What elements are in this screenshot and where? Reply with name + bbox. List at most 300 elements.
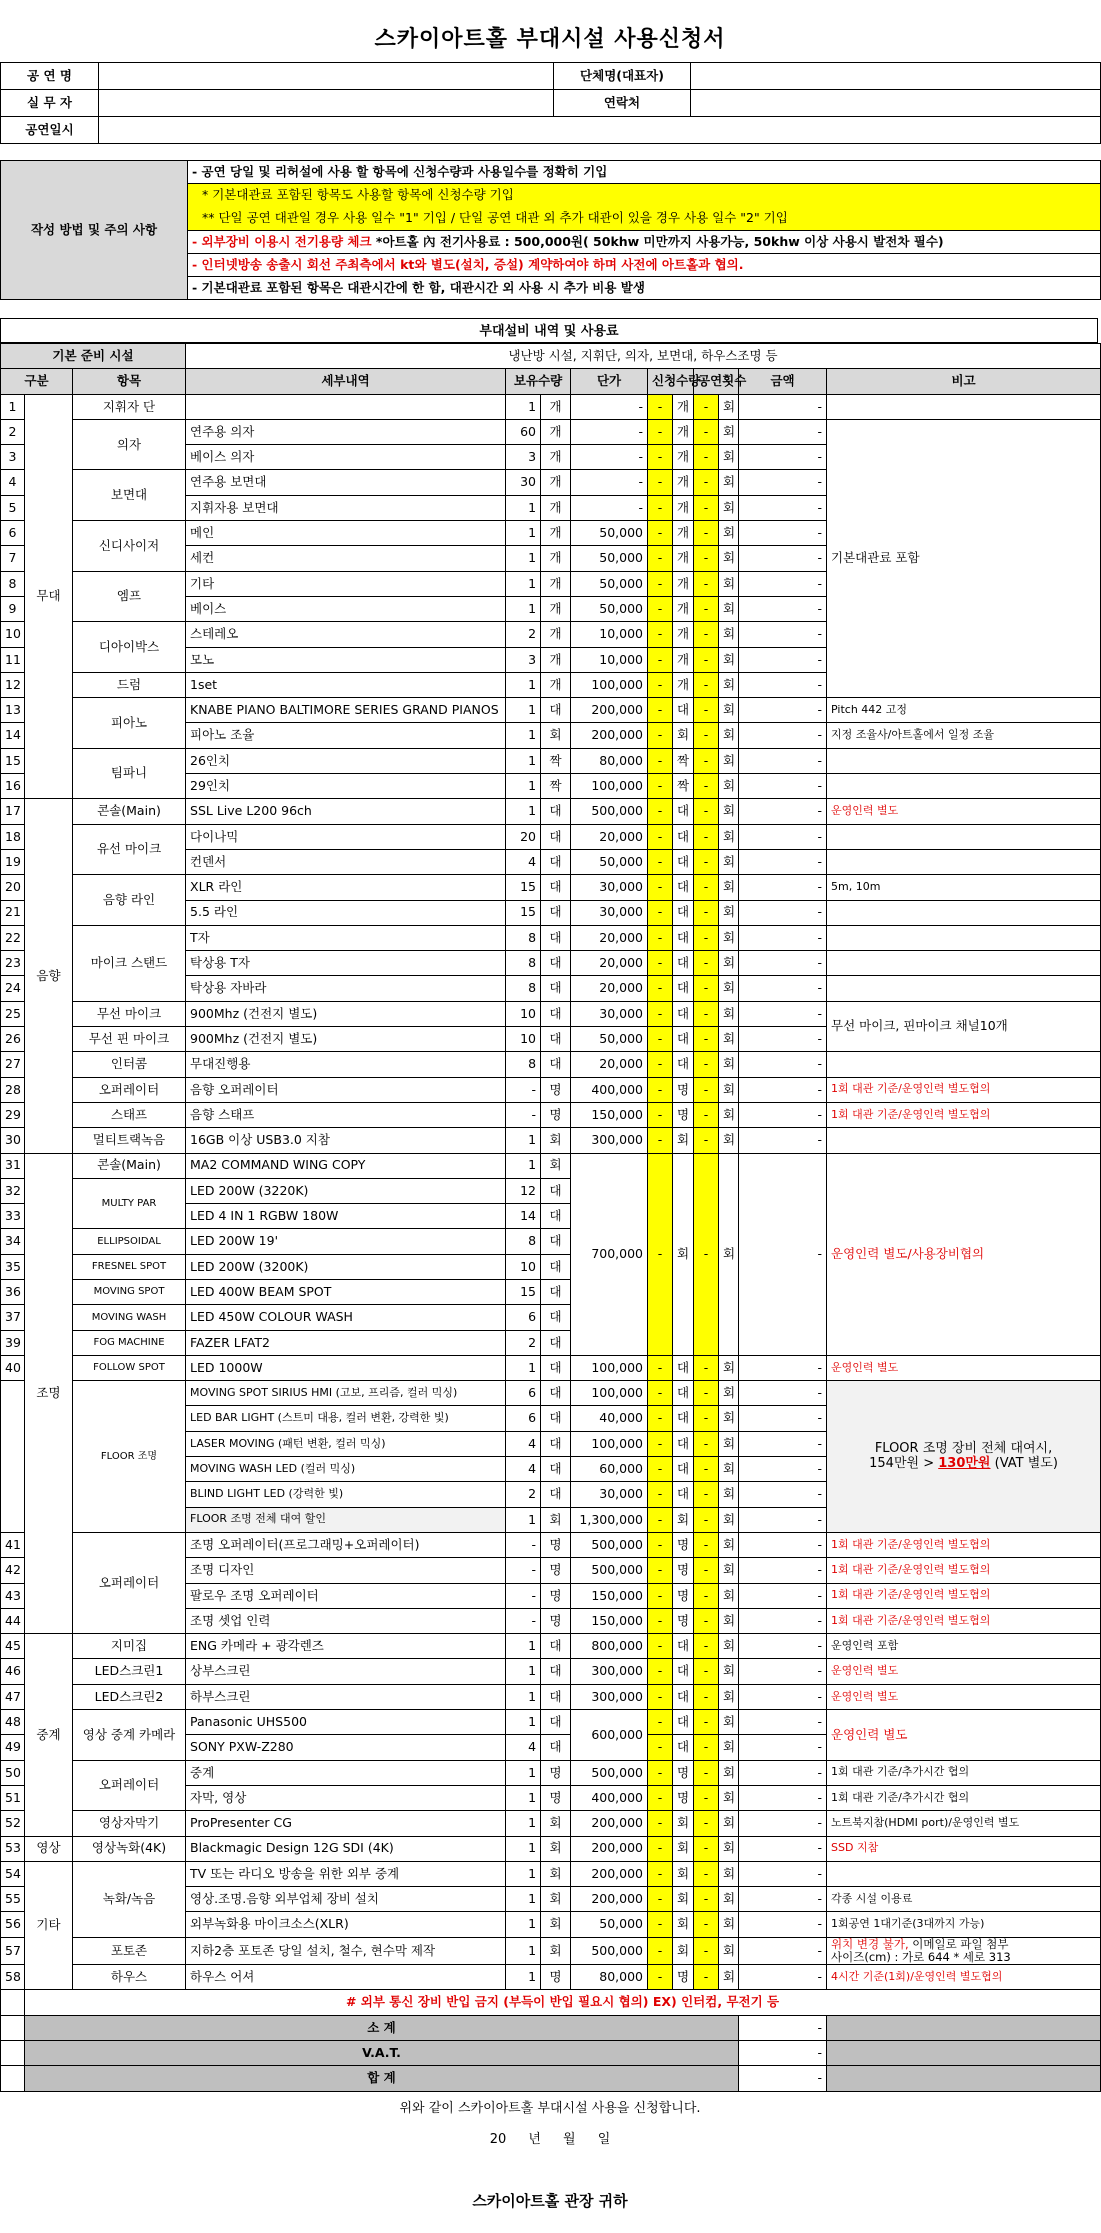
req-qty-input[interactable]: -	[648, 1760, 673, 1785]
req-qty-input[interactable]: -	[648, 1811, 673, 1836]
days-input[interactable]: -	[694, 596, 719, 621]
price-cell: 80,000	[571, 748, 648, 773]
price-cell: 100,000	[571, 1381, 648, 1406]
item-cell: LED스크린1	[73, 1659, 186, 1684]
days-input[interactable]: -	[694, 394, 719, 419]
detail-cell: LED 200W (3200K)	[186, 1254, 506, 1279]
detail-cell: LED 450W COLOUR WASH	[186, 1305, 506, 1330]
note-cell: Pitch 442 고정	[827, 698, 1101, 723]
days-input[interactable]: -	[694, 647, 719, 672]
days-input[interactable]: -	[694, 1760, 719, 1785]
req-qty-input[interactable]: -	[648, 1128, 673, 1153]
req-qty-input[interactable]: -	[648, 495, 673, 520]
notes-line-4a: - 외부장비 이용시 전기용량 체크	[192, 233, 372, 249]
price-cell: -	[571, 470, 648, 495]
req-qty-input[interactable]: -	[648, 723, 673, 748]
unit-cell: 회	[719, 647, 739, 672]
detail-cell: 지휘자용 보면대	[186, 495, 506, 520]
days-input[interactable]: -	[694, 1912, 719, 1937]
days-input[interactable]: -	[694, 521, 719, 546]
days-input[interactable]: -	[694, 1406, 719, 1431]
item-cell: 하우스	[73, 1965, 186, 1990]
row-number: 58	[1, 1965, 25, 1990]
item-cell: 지미집	[73, 1634, 186, 1659]
req-qty-input[interactable]: -	[648, 470, 673, 495]
contact-field[interactable]	[691, 90, 1101, 117]
req-qty-input[interactable]: -	[648, 445, 673, 470]
unit-cell: 대	[541, 849, 571, 874]
days-input[interactable]: -	[694, 1052, 719, 1077]
unit-cell: 대	[541, 1684, 571, 1709]
amount-cell: -	[739, 1128, 827, 1153]
req-qty-input[interactable]: -	[648, 546, 673, 571]
amount-cell: -	[739, 976, 827, 1001]
amount-cell: -	[739, 1077, 827, 1102]
unit-cell: 개	[673, 394, 694, 419]
floor-note: FLOOR 조명 장비 전체 대여시, 154만원 > 130만원 (VAT 별도)	[827, 1381, 1101, 1533]
req-qty-input[interactable]: -	[648, 521, 673, 546]
amount-cell: -	[739, 1457, 827, 1482]
note-cell: 1회 대관 기준/운영인력 별도협의	[827, 1102, 1101, 1127]
days-input[interactable]: -	[694, 1684, 719, 1709]
req-qty-input[interactable]: -	[648, 799, 673, 824]
unit-cell: 회	[719, 1381, 739, 1406]
unit-cell: 회	[673, 1153, 694, 1355]
days-input[interactable]: -	[694, 1836, 719, 1861]
amount-cell: -	[739, 1001, 827, 1026]
req-qty-input[interactable]: -	[648, 1684, 673, 1709]
unit-cell: 회	[719, 925, 739, 950]
note-cell: 각종 시설 이용료	[827, 1887, 1101, 1912]
req-qty-input[interactable]: -	[648, 748, 673, 773]
amount-cell: -	[739, 1887, 827, 1912]
days-input[interactable]: -	[694, 1710, 719, 1735]
price-cell: 800,000	[571, 1634, 648, 1659]
days-input[interactable]: -	[694, 1507, 719, 1532]
category-cell: 중계	[25, 1634, 73, 1836]
req-qty-input[interactable]: -	[648, 647, 673, 672]
price-cell: 400,000	[571, 1785, 648, 1810]
unit-cell: 대	[541, 1431, 571, 1456]
price-cell: 150,000	[571, 1583, 648, 1608]
row-number: 1	[1, 394, 25, 419]
price-cell: 150,000	[571, 1608, 648, 1633]
days-input[interactable]: -	[694, 900, 719, 925]
total-amount: -	[739, 2015, 827, 2040]
days-input[interactable]: -	[694, 849, 719, 874]
row-number: 26	[1, 1027, 25, 1052]
item-cell: 스태프	[73, 1102, 186, 1127]
row-number: 52	[1, 1811, 25, 1836]
amount-cell: -	[739, 622, 827, 647]
unit-cell: 회	[719, 672, 739, 697]
unit-cell: 회	[719, 1785, 739, 1810]
req-qty-input[interactable]: -	[648, 672, 673, 697]
amount-cell: -	[739, 900, 827, 925]
days-input[interactable]: -	[694, 748, 719, 773]
amount-cell: -	[739, 1634, 827, 1659]
req-qty-input[interactable]: -	[648, 1355, 673, 1380]
req-qty-input[interactable]: -	[648, 1001, 673, 1026]
qty-cell: 10	[506, 1027, 541, 1052]
row-number: 3	[1, 445, 25, 470]
unit-cell: 개	[541, 419, 571, 444]
detail-cell: 조명 디자인	[186, 1558, 506, 1583]
price-cell: 30,000	[571, 900, 648, 925]
qty-cell: 1	[506, 1760, 541, 1785]
req-qty-input[interactable]: -	[648, 1785, 673, 1810]
staff-field[interactable]	[99, 90, 554, 117]
item-cell: MOVING SPOT	[73, 1279, 186, 1304]
note-cell: 노트북지참(HDMI port)/운영인력 별도	[827, 1811, 1101, 1836]
days-input[interactable]: -	[694, 774, 719, 799]
req-qty-input[interactable]: -	[648, 1406, 673, 1431]
days-input[interactable]: -	[694, 546, 719, 571]
group-field[interactable]	[691, 63, 1101, 90]
unit-cell: 대	[673, 1457, 694, 1482]
req-qty-input[interactable]: -	[648, 622, 673, 647]
unit-cell: 명	[673, 1583, 694, 1608]
price-cell: 200,000	[571, 1887, 648, 1912]
unit-cell: 회	[719, 571, 739, 596]
days-input[interactable]: -	[694, 571, 719, 596]
days-input[interactable]: -	[694, 1457, 719, 1482]
req-qty-input[interactable]: -	[648, 1431, 673, 1456]
table-row	[1, 1001, 1101, 1026]
unit-cell: 명	[541, 1608, 571, 1633]
unit-cell: 대	[673, 1684, 694, 1709]
unit-cell: 대	[673, 1406, 694, 1431]
row-number: 53	[1, 1836, 25, 1861]
req-qty-input[interactable]: -	[648, 1102, 673, 1127]
req-qty-input[interactable]: -	[648, 1052, 673, 1077]
unit-cell: 대	[673, 698, 694, 723]
unit-cell: 회	[719, 495, 739, 520]
item-cell: FOLLOW SPOT	[73, 1355, 186, 1380]
item-cell: 엠프	[73, 571, 186, 622]
amount-cell: -	[739, 1836, 827, 1861]
req-qty-input[interactable]: -	[648, 1735, 673, 1760]
req-qty-input[interactable]: -	[648, 1634, 673, 1659]
unit-cell: 명	[541, 1785, 571, 1810]
days-input[interactable]: -	[694, 799, 719, 824]
days-input[interactable]: -	[694, 622, 719, 647]
req-qty-input[interactable]: -	[648, 1937, 673, 1964]
row-number: 16	[1, 774, 25, 799]
detail-cell: 피아노 조율	[186, 723, 506, 748]
item-cell: 포토존	[73, 1937, 186, 1964]
detail-cell: LED 1000W	[186, 1355, 506, 1380]
equipment-table	[0, 343, 1101, 2092]
price-cell: 300,000	[571, 1128, 648, 1153]
days-input[interactable]: -	[694, 1608, 719, 1633]
unit-cell: 대	[541, 1457, 571, 1482]
item-cell: 멀티트랙녹음	[73, 1128, 186, 1153]
unit-cell: 대	[673, 1355, 694, 1380]
days-input[interactable]: -	[694, 1102, 719, 1127]
row-number: 45	[1, 1634, 25, 1659]
unit-cell: 회	[719, 976, 739, 1001]
unit-cell: 대	[541, 925, 571, 950]
days-input[interactable]: -	[694, 925, 719, 950]
amount-cell: -	[739, 1937, 827, 1964]
days-input[interactable]: -	[694, 1735, 719, 1760]
price-cell: 30,000	[571, 875, 648, 900]
amount-cell: -	[739, 1659, 827, 1684]
table-row	[1, 748, 1101, 773]
days-input[interactable]: -	[694, 951, 719, 976]
perf-name-field[interactable]	[99, 63, 554, 90]
detail-cell: 탁상용 자바라	[186, 976, 506, 1001]
req-qty-input[interactable]: -	[648, 596, 673, 621]
qty-cell: 6	[506, 1406, 541, 1431]
req-qty-input[interactable]: -	[648, 1507, 673, 1532]
days-input[interactable]: -	[694, 1583, 719, 1608]
table-row	[1, 1102, 1101, 1127]
req-qty-input[interactable]: -	[648, 875, 673, 900]
amount-cell: -	[739, 445, 827, 470]
qty-cell: 1	[506, 596, 541, 621]
req-qty-input[interactable]: -	[648, 698, 673, 723]
days-input[interactable]: -	[694, 445, 719, 470]
days-input[interactable]: -	[694, 1659, 719, 1684]
unit-cell: 대	[673, 1659, 694, 1684]
category-cell: 영상	[25, 1836, 73, 1861]
item-cell: 인터콤	[73, 1052, 186, 1077]
req-qty-input[interactable]: -	[648, 419, 673, 444]
unit-cell: 대	[673, 925, 694, 950]
item-cell: FOG MACHINE	[73, 1330, 186, 1355]
req-qty-input[interactable]: -	[648, 1608, 673, 1633]
days-input[interactable]: -	[694, 1558, 719, 1583]
basic-label: 기본 준비 시설	[1, 344, 186, 369]
row-number: 43	[1, 1583, 25, 1608]
header-detail: 세부내역	[186, 369, 506, 394]
qty-cell: 3	[506, 647, 541, 672]
price-cell: 20,000	[571, 976, 648, 1001]
req-qty-input[interactable]: -	[648, 774, 673, 799]
detail-cell: 베이스	[186, 596, 506, 621]
days-input[interactable]: -	[694, 1937, 719, 1964]
price-cell: 200,000	[571, 698, 648, 723]
req-qty-input[interactable]: -	[648, 1965, 673, 1990]
req-qty-input[interactable]: -	[648, 1659, 673, 1684]
req-qty-input[interactable]: -	[648, 849, 673, 874]
qty-cell: 1	[506, 799, 541, 824]
detail-cell: 영상.조명.음향 외부업체 장비 설치	[186, 1887, 506, 1912]
req-qty-input[interactable]: -	[648, 824, 673, 849]
qty-cell: 8	[506, 925, 541, 950]
row-number: 21	[1, 900, 25, 925]
unit-cell: 개	[673, 571, 694, 596]
req-qty-input[interactable]: -	[648, 1153, 673, 1355]
price-cell: 20,000	[571, 925, 648, 950]
note-cell	[827, 925, 1101, 950]
detail-cell: LED 200W (3220K)	[186, 1178, 506, 1203]
amount-cell: -	[739, 1052, 827, 1077]
days-input[interactable]: -	[694, 1128, 719, 1153]
days-input[interactable]: -	[694, 824, 719, 849]
req-qty-input[interactable]: -	[648, 394, 673, 419]
unit-cell: 대	[541, 976, 571, 1001]
unit-cell: 개	[673, 495, 694, 520]
amount-cell: -	[739, 1710, 827, 1735]
qty-cell: 1	[506, 672, 541, 697]
req-qty-input[interactable]: -	[648, 1558, 673, 1583]
detail-cell: SSL Live L200 96ch	[186, 799, 506, 824]
req-qty-input[interactable]: -	[648, 1583, 673, 1608]
days-input[interactable]: -	[694, 1532, 719, 1557]
unit-cell: 회	[541, 1507, 571, 1532]
note-cell	[827, 900, 1101, 925]
unit-cell: 회	[719, 1077, 739, 1102]
days-input[interactable]: -	[694, 1785, 719, 1810]
days-input[interactable]: -	[694, 1355, 719, 1380]
table-row	[1, 1861, 1101, 1886]
price-cell: 100,000	[571, 1431, 648, 1456]
unit-cell: 개	[673, 672, 694, 697]
unit-cell: 대	[673, 1381, 694, 1406]
row-number: 44	[1, 1608, 25, 1633]
unit-cell: 회	[673, 1887, 694, 1912]
price-cell: 20,000	[571, 951, 648, 976]
unit-cell: 회	[719, 1735, 739, 1760]
unit-cell: 회	[719, 470, 739, 495]
unit-cell: 대	[541, 1355, 571, 1380]
days-input[interactable]: -	[694, 723, 719, 748]
qty-cell: 1	[506, 1811, 541, 1836]
days-input[interactable]: -	[694, 976, 719, 1001]
days-input[interactable]: -	[694, 672, 719, 697]
detail-cell: 팔로우 조명 오퍼레이터	[186, 1583, 506, 1608]
qty-cell: 1	[506, 1684, 541, 1709]
amount-cell: -	[739, 1507, 827, 1532]
req-qty-input[interactable]: -	[648, 1887, 673, 1912]
row-number: 33	[1, 1204, 25, 1229]
req-qty-input[interactable]: -	[648, 1077, 673, 1102]
days-input[interactable]: -	[694, 1001, 719, 1026]
unit-cell: 대	[541, 1482, 571, 1507]
unit-cell: 개	[673, 419, 694, 444]
days-input[interactable]: -	[694, 1381, 719, 1406]
unit-cell: 대	[673, 824, 694, 849]
unit-cell: 명	[541, 1760, 571, 1785]
qty-cell: -	[506, 1558, 541, 1583]
days-input[interactable]: -	[694, 1965, 719, 1990]
table-row	[1, 1659, 1101, 1684]
detail-cell: 16GB 이상 USB3.0 지참	[186, 1128, 506, 1153]
unit-cell: 명	[673, 1760, 694, 1785]
date-field[interactable]	[99, 117, 1101, 144]
unit-cell: 개	[541, 622, 571, 647]
amount-cell: -	[739, 470, 827, 495]
days-input[interactable]: -	[694, 1077, 719, 1102]
row-number: 23	[1, 951, 25, 976]
qty-cell: 1	[506, 1887, 541, 1912]
req-qty-input[interactable]: -	[648, 1457, 673, 1482]
req-qty-input[interactable]: -	[648, 1381, 673, 1406]
price-cell: 500,000	[571, 799, 648, 824]
row-number: 15	[1, 748, 25, 773]
row-number: 10	[1, 622, 25, 647]
days-input[interactable]: -	[694, 1153, 719, 1355]
req-qty-input[interactable]: -	[648, 1912, 673, 1937]
req-qty-input[interactable]: -	[648, 900, 673, 925]
days-input[interactable]: -	[694, 1811, 719, 1836]
days-input[interactable]: -	[694, 875, 719, 900]
qty-cell: 1	[506, 1785, 541, 1810]
note-cell: 운영인력 별도	[827, 1659, 1101, 1684]
req-qty-input[interactable]: -	[648, 1861, 673, 1886]
amount-cell: -	[739, 1558, 827, 1583]
unit-cell: 대	[541, 1659, 571, 1684]
unit-cell: 회	[719, 774, 739, 799]
days-input[interactable]: -	[694, 495, 719, 520]
item-cell: 신디사이저	[73, 521, 186, 572]
qty-cell: 4	[506, 1431, 541, 1456]
req-qty-input[interactable]: -	[648, 976, 673, 1001]
row-number: 34	[1, 1229, 25, 1254]
row-number: 28	[1, 1077, 25, 1102]
unit-cell: 회	[719, 1710, 739, 1735]
days-input[interactable]: -	[694, 470, 719, 495]
price-cell: 500,000	[571, 1937, 648, 1964]
days-input[interactable]: -	[694, 1887, 719, 1912]
unit-cell: 대	[541, 1710, 571, 1735]
unit-cell: 회	[719, 824, 739, 849]
unit-cell: 회	[719, 799, 739, 824]
price-cell: 200,000	[571, 723, 648, 748]
req-qty-input[interactable]: -	[648, 925, 673, 950]
unit-cell: 개	[541, 521, 571, 546]
req-qty-input[interactable]: -	[648, 1532, 673, 1557]
unit-cell: 대	[673, 1710, 694, 1735]
item-cell: 콘솔(Main)	[73, 799, 186, 824]
note-cell: 운영인력 포함	[827, 1634, 1101, 1659]
unit-cell: 회	[541, 1861, 571, 1886]
days-input[interactable]: -	[694, 1431, 719, 1456]
price-cell: 50,000	[571, 596, 648, 621]
unit-cell: 회	[719, 521, 739, 546]
req-qty-input[interactable]: -	[648, 1027, 673, 1052]
days-input[interactable]: -	[694, 698, 719, 723]
req-qty-input[interactable]: -	[648, 1482, 673, 1507]
days-input[interactable]: -	[694, 1634, 719, 1659]
unit-cell: 회	[719, 1811, 739, 1836]
unit-cell: 회	[541, 1153, 571, 1178]
detail-cell: LASER MOVING (패턴 변환, 컬러 믹싱)	[186, 1431, 506, 1456]
req-qty-input[interactable]: -	[648, 571, 673, 596]
qty-cell: 2	[506, 1482, 541, 1507]
unit-cell: 회	[719, 748, 739, 773]
unit-cell: 회	[673, 1861, 694, 1886]
days-input[interactable]: -	[694, 419, 719, 444]
row-number: 40	[1, 1355, 25, 1380]
days-input[interactable]: -	[694, 1027, 719, 1052]
req-qty-input[interactable]: -	[648, 1710, 673, 1735]
unit-cell: 회	[719, 1355, 739, 1380]
req-qty-input[interactable]: -	[648, 951, 673, 976]
unit-cell: 회	[719, 849, 739, 874]
table-row	[1, 1811, 1101, 1836]
amount-cell: -	[739, 1406, 827, 1431]
req-qty-input[interactable]: -	[648, 1836, 673, 1861]
unit-cell: 회	[719, 1608, 739, 1633]
days-input[interactable]: -	[694, 1861, 719, 1886]
price-cell: 500,000	[571, 1532, 648, 1557]
days-input[interactable]: -	[694, 1482, 719, 1507]
row-number: 49	[1, 1735, 25, 1760]
